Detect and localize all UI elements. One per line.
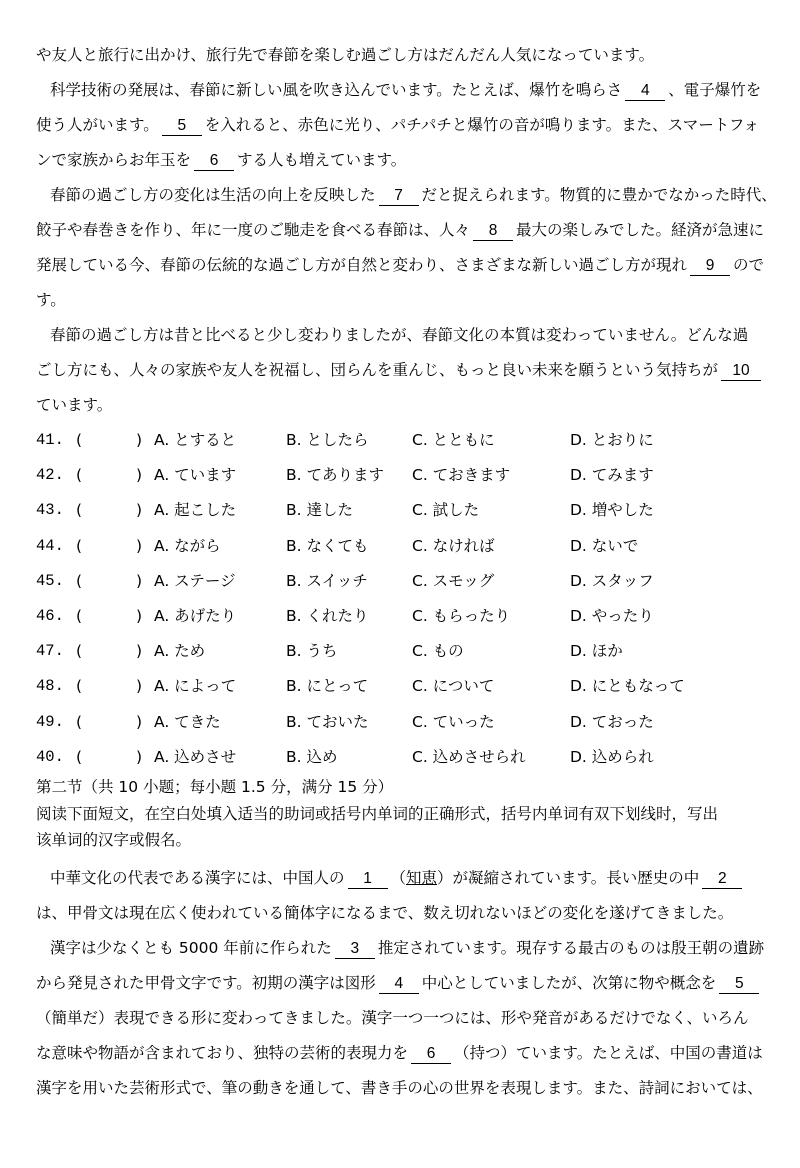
answer-paren-close[interactable]: )	[136, 571, 143, 590]
answer-paren-close[interactable]: )	[136, 501, 143, 520]
answer-paren-open[interactable]: (	[76, 642, 83, 661]
question-number: 41.	[36, 431, 64, 449]
paragraph-line	[36, 388, 768, 423]
answer-paren-close[interactable]: )	[136, 606, 143, 625]
paragraph-line	[36, 178, 777, 213]
question-row	[36, 669, 766, 704]
paragraph-line	[36, 966, 768, 1001]
paragraph-line	[36, 353, 768, 388]
text-run: 漢字を用いた芸術形式で、筆の動きを通して、書き手の心の世界を表現します。また、詩詞においては、	[36, 1079, 763, 1097]
answer-blank[interactable]: 2	[702, 870, 742, 889]
text-run: 推定されています。現存する最古のものは殷王朝の遺跡	[377, 939, 765, 957]
paragraph-line	[36, 1071, 768, 1106]
paragraph-line	[36, 861, 768, 896]
paragraph-line	[36, 143, 768, 178]
text-run: 、電子爆竹を	[668, 81, 762, 99]
option-d[interactable]: D. ておった	[570, 712, 654, 731]
question-row	[36, 634, 766, 669]
option-d[interactable]: D. 込められ	[570, 747, 654, 766]
option-d[interactable]: D. スタッフ	[570, 571, 654, 590]
option-d[interactable]: D. ほか	[570, 642, 623, 661]
option-d[interactable]: D. にともなって	[570, 677, 685, 696]
question-row	[36, 564, 766, 599]
question-row	[36, 458, 766, 493]
answer-blank[interactable]: 4	[625, 82, 665, 101]
paragraph-line	[36, 283, 768, 318]
question-row	[36, 740, 766, 775]
answer-blank[interactable]: 6	[411, 1045, 451, 1064]
text-run: （	[390, 869, 407, 887]
paragraph-line	[36, 1036, 768, 1071]
answer-paren-open[interactable]: (	[76, 536, 83, 555]
answer-blank[interactable]: 5	[162, 117, 202, 136]
answer-blank[interactable]: 5	[719, 975, 759, 994]
text-run: から発見された甲骨文字です。初期の漢字は図形	[36, 974, 376, 992]
passage-2	[36, 861, 768, 1106]
question-number: 44.	[36, 536, 64, 555]
answer-blank[interactable]: 1	[348, 870, 388, 889]
answer-paren-open[interactable]: (	[76, 606, 83, 625]
answer-paren-open[interactable]: (	[76, 712, 83, 731]
text-run: （持つ）ています。たとえば、中国の書道は	[454, 1044, 763, 1062]
option-c[interactable]: C. 試した	[412, 501, 480, 520]
option-b[interactable]: B. ておいた	[286, 712, 369, 731]
text-run: 科学技術の発展は、春節に新しい風を吹き込んでいます。たとえば、爆竹を鳴らさ	[50, 81, 623, 99]
option-a[interactable]: A. てきた	[154, 712, 221, 731]
text-run: 春節の過ごし方は昔と比べると少し変わりましたが、春節文化の本質は変わっていません。どんな過	[50, 326, 749, 344]
text-run: 春節の過ごし方の変化は生活の向上を反映した	[50, 186, 376, 204]
option-c[interactable]: C. について	[412, 677, 495, 696]
instructions-line: 阅读下面短文，在空白处填入适当的助词或括号内单词的正确形式，括号内单词有双下划线时，写出	[36, 804, 719, 823]
paragraph-line	[36, 896, 768, 931]
option-c[interactable]: C. もの	[412, 642, 464, 661]
question-number: 45.	[36, 571, 64, 590]
answer-paren-close[interactable]: )	[136, 677, 143, 696]
paragraph-line	[36, 931, 768, 966]
option-a[interactable]: A. 起こした	[154, 501, 237, 520]
option-d[interactable]: D. てみます	[570, 466, 654, 485]
text-run: 漢字は少なくとも 5000 年前に作られた	[50, 939, 332, 957]
answer-paren-open[interactable]: (	[76, 501, 83, 520]
option-b[interactable]: B. なくても	[286, 536, 369, 555]
option-a[interactable]: A. ステージ	[154, 571, 236, 590]
option-b[interactable]: B. くれたり	[286, 606, 369, 625]
option-b[interactable]: B. としたら	[286, 431, 369, 449]
option-c[interactable]: C. ていった	[412, 712, 495, 731]
option-b[interactable]: B. うち	[286, 642, 338, 661]
option-b[interactable]: B. にとって	[286, 677, 369, 696]
answer-blank[interactable]: 8	[473, 222, 513, 241]
answer-paren-open[interactable]: (	[76, 571, 83, 590]
passage-1	[36, 38, 777, 423]
answer-blank[interactable]: 6	[194, 152, 234, 171]
option-a[interactable]: A. ため	[154, 642, 206, 661]
answer-paren-close[interactable]: )	[136, 466, 143, 485]
question-number: 46.	[36, 606, 64, 625]
text-run: 中心としていましたが、次第に物や概念を	[421, 974, 717, 992]
answer-paren-close[interactable]: )	[136, 747, 143, 766]
option-c[interactable]: C. もらったり	[412, 606, 511, 625]
option-b[interactable]: B. スイッチ	[286, 571, 368, 590]
answer-blank[interactable]: 9	[690, 257, 730, 276]
text-run: 最大の楽しみでした。経済が急速に	[516, 221, 765, 239]
option-d[interactable]: D. 増やした	[570, 501, 654, 520]
text-run: ので	[733, 256, 765, 274]
text-run: だと捉えられます。物質的に豊かでなかった時代、	[421, 186, 777, 204]
option-b[interactable]: B. てあります	[286, 466, 384, 485]
question-row	[36, 529, 766, 564]
section-title: 第二节（共 10 小题；每小题 1.5 分，满分 15 分）	[36, 778, 394, 796]
option-a[interactable]: A. とすると	[154, 431, 237, 449]
question-row	[36, 705, 766, 740]
text-run: を入れると、赤色に光り、パチパチと爆竹の音が鳴ります。また、スマートフォ	[204, 116, 760, 134]
option-c[interactable]: C. とともに	[412, 431, 495, 449]
question-row	[36, 423, 766, 458]
option-a[interactable]: A. 込めさせ	[154, 747, 237, 766]
question-row	[36, 493, 766, 528]
option-d[interactable]: D. ないで	[570, 536, 639, 555]
answer-paren-open[interactable]: (	[76, 431, 83, 449]
paragraph-line	[36, 38, 768, 73]
option-c[interactable]: C. なければ	[412, 536, 495, 555]
paragraph-line	[36, 1001, 768, 1036]
underlined-word: 知恵	[406, 869, 438, 887]
text-run: 発展している今、春節の伝統的な過ごし方が自然と変わり、さまざまな新しい過ごし方が現れ	[36, 256, 688, 274]
option-c[interactable]: C. スモッグ	[412, 571, 495, 590]
option-a[interactable]: A. によって	[154, 677, 237, 696]
options-list	[36, 423, 766, 775]
answer-paren-close[interactable]: )	[136, 642, 143, 661]
question-number: 42.	[36, 466, 64, 485]
answer-blank[interactable]: 7	[379, 187, 419, 206]
paragraph-line	[36, 73, 768, 108]
text-run: ンで家族からお年玉を	[36, 151, 192, 169]
paragraph-line	[36, 318, 768, 353]
text-run: ）が凝縮されています。長い歴史の中	[437, 869, 700, 887]
text-run: な意味や物語が含まれており、独特の芸術的表現力を	[36, 1044, 409, 1062]
answer-paren-close[interactable]: )	[136, 431, 143, 449]
answer-paren-close[interactable]: )	[136, 712, 143, 731]
option-a[interactable]: A. あげたり	[154, 606, 237, 625]
option-a[interactable]: A. ながら	[154, 536, 221, 555]
answer-blank[interactable]: 3	[335, 940, 375, 959]
question-number: 48.	[36, 677, 64, 696]
question-row	[36, 599, 766, 634]
answer-paren-open[interactable]: (	[76, 466, 83, 485]
text-run: 餃子や春巻きを作り、年に一度のご馳走を食べる春節は、人々	[36, 221, 471, 239]
text-run: 使う人がいます。	[36, 116, 159, 134]
text-run: 中華文化の代表である漢字には、中国人の	[50, 869, 345, 887]
option-c[interactable]: C. 込めさせられ	[412, 747, 526, 766]
answer-paren-open[interactable]: (	[76, 747, 83, 766]
question-number: 43.	[36, 501, 64, 520]
answer-paren-open[interactable]: (	[76, 677, 83, 696]
text-run: ています。	[36, 396, 113, 414]
option-b[interactable]: B. 達した	[286, 501, 353, 520]
text-run: や友人と旅行に出かけ、旅行先で春節を楽しむ過ごし方はだんだん人気になっています。	[36, 46, 655, 64]
paragraph-line	[36, 248, 768, 283]
option-d[interactable]: D. とおりに	[570, 431, 654, 449]
question-number: 40.	[36, 747, 64, 766]
option-d[interactable]: D. やったり	[570, 606, 654, 625]
text-run: は、甲骨文は現在広く使われている簡体字になるまで、数え切れないほどの変化を遂げてきました。	[36, 904, 734, 922]
instructions-line: 该单词的汉字或假名。	[36, 831, 192, 849]
question-number: 49.	[36, 712, 64, 731]
text-run: す。	[36, 291, 66, 309]
text-run: する人も増えています。	[237, 151, 407, 169]
answer-blank[interactable]: 4	[379, 975, 419, 994]
text-run: ごし方にも、人々の家族や友人を祝福し、団らんを重んじ、もっと良い未来を願うという気持ちが	[36, 361, 719, 379]
question-number: 47.	[36, 642, 64, 661]
option-b[interactable]: B. 込め	[286, 747, 338, 766]
paragraph-line	[36, 213, 768, 248]
answer-paren-close[interactable]: )	[136, 536, 143, 555]
answer-blank[interactable]: 10	[721, 362, 761, 381]
paragraph-line	[36, 108, 768, 143]
section-2-header	[36, 774, 768, 854]
option-a[interactable]: A. ています	[154, 466, 237, 485]
option-c[interactable]: C. ておきます	[412, 466, 511, 485]
text-run: （簡単だ）表現できる形に変わってきました。漢字一つ一つには、形や発音があるだけでなく、いろん	[36, 1009, 749, 1027]
